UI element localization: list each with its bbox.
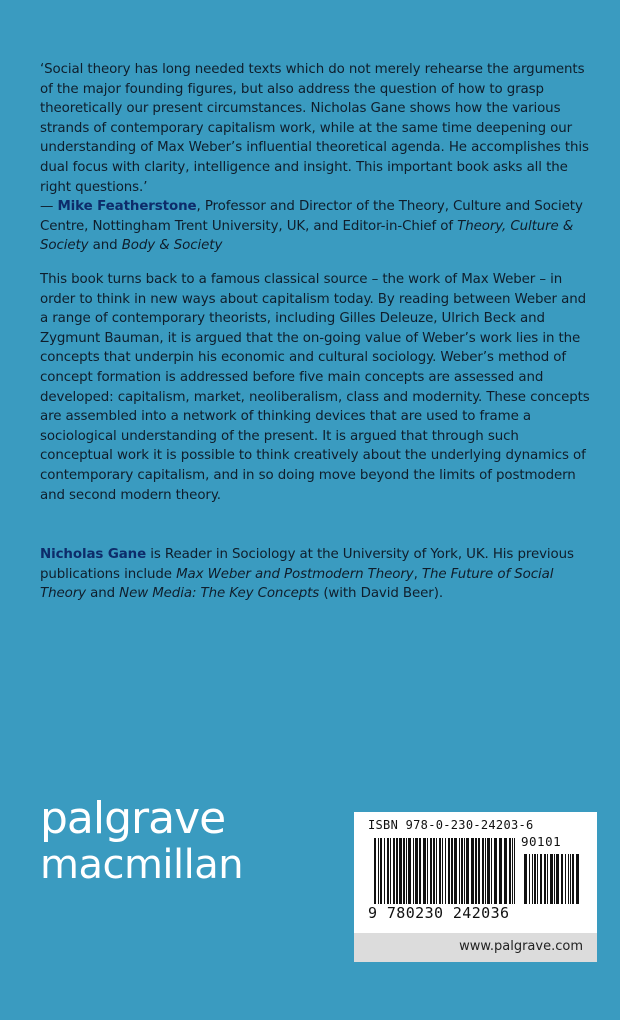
barcode-bar bbox=[451, 838, 453, 904]
barcode-bar bbox=[396, 838, 398, 904]
book-title-2: The Future of Social Theory bbox=[40, 566, 554, 602]
barcode-bar bbox=[384, 838, 385, 904]
addon-digits: 90101 bbox=[521, 834, 562, 849]
barcode-bar bbox=[406, 838, 407, 904]
barcode-bar bbox=[532, 854, 533, 904]
barcode-bar bbox=[529, 854, 530, 904]
barcode-bar bbox=[427, 838, 428, 904]
endorser-name: Mike Featherstone bbox=[57, 199, 197, 215]
barcode-bar bbox=[568, 854, 569, 904]
barcode-bar bbox=[439, 838, 441, 904]
publisher-url[interactable]: www.palgrave.com bbox=[459, 939, 583, 954]
barcode-bar bbox=[464, 838, 465, 904]
publisher-logo bbox=[40, 795, 243, 887]
barcode-bar bbox=[403, 838, 405, 904]
barcode-bar bbox=[576, 854, 579, 904]
barcode-bar bbox=[556, 854, 559, 904]
barcode-bar bbox=[509, 838, 511, 904]
bio-text-1: is Reader in Sociology at the University of York, UK. His previous publications include bbox=[40, 547, 574, 582]
barcode-bar bbox=[540, 854, 542, 904]
barcode-bar bbox=[433, 838, 435, 904]
barcode-bar bbox=[419, 838, 421, 904]
ean-digits: 9 780230 242036 bbox=[368, 904, 510, 922]
bio-sep: , bbox=[413, 566, 422, 582]
barcode-bar bbox=[442, 838, 443, 904]
url-bar bbox=[354, 933, 597, 962]
barcode-bar bbox=[499, 838, 502, 904]
journal-title-1: Theory, Culture & Society bbox=[40, 218, 574, 254]
barcode-bar bbox=[448, 838, 450, 904]
bio-text-3: (with David Beer). bbox=[319, 586, 443, 602]
endorser-and: and bbox=[88, 238, 122, 254]
barcode-bar bbox=[534, 854, 536, 904]
barcode-bar bbox=[387, 838, 389, 904]
barcode-bar bbox=[466, 838, 469, 904]
barcode-bar bbox=[415, 838, 418, 904]
barcode-bar bbox=[554, 854, 555, 904]
barcode-panel bbox=[354, 812, 597, 962]
barcode-bar bbox=[524, 854, 527, 904]
barcode-bar bbox=[550, 854, 553, 904]
author-name: Nicholas Gane bbox=[40, 547, 147, 562]
barcode-bar bbox=[487, 838, 490, 904]
book-description: This book turns back to a famous classical source – the work of Max Weber – in order to think in new ways about capitalism today. By reading between Weber and a range of contemporary theorists, including Gilles Deleuze, Ulrich Beck and Zygmunt Bauman, it is argued that the on-going value of Weber’s work lies in the concepts that underpin his economic and cultural sociology. Weber’s method of concept formation is addressed before five main concepts are assessed and developed: capitalism, market, neoliberalism, class and modernity. These concepts are assembled into a network of thinking devices that are used to frame a sociological understanding of the present. It is argued that through such conceptual work it is possible to think creatively about the underlying dynamics of contemporary capitalism, and in so doing move beyond the limits of postmodern and second modern theory. bbox=[40, 272, 590, 503]
barcode-bar bbox=[485, 838, 486, 904]
journal-title-2: Body & Society bbox=[121, 238, 223, 254]
barcode-bar bbox=[547, 854, 548, 904]
barcode-bar bbox=[475, 838, 477, 904]
barcode-bar bbox=[514, 838, 515, 904]
barcode-bar bbox=[572, 854, 574, 904]
barcode-bar bbox=[390, 838, 391, 904]
barcode-bar bbox=[570, 854, 571, 904]
quote-text: ‘Social theory has long needed texts which do not merely rehearse the arguments of the major founding figures, but also address the question of how to grasp theoretically our present circumstances. Nicholas Gane shows how the various strands of contemporary capitalism work, while at the same time deepening our understanding of Max Weber’s influential theoretical agenda. He accomplishes this dual focus with clarity, intelligence and insight. This important book asks all the right questions.’ bbox=[40, 62, 589, 195]
endorser-affiliation: , Professor and Director of the Theory, Culture and Society Centre, Nottingham Trent University, UK, and Editor-in-Chief of bbox=[40, 199, 583, 234]
barcode-bar bbox=[565, 854, 566, 904]
barcode-bar bbox=[393, 838, 395, 904]
barcode-bar bbox=[561, 854, 563, 904]
book-title-1: Max Weber and Postmodern Theory bbox=[176, 566, 414, 582]
logo-macmillan: macmillan bbox=[40, 842, 244, 888]
barcode-bar bbox=[430, 838, 432, 904]
barcode-bar bbox=[461, 838, 463, 904]
barcode-bar bbox=[399, 838, 402, 904]
barcode-bar bbox=[494, 838, 497, 904]
barcode-bar bbox=[374, 838, 376, 904]
endorsement-quote bbox=[40, 60, 592, 256]
barcode-bar bbox=[544, 854, 546, 904]
barcode-bar bbox=[436, 838, 437, 904]
barcode-bar bbox=[380, 838, 382, 904]
logo-palgrave: palgrave bbox=[40, 793, 226, 844]
barcode-bar bbox=[445, 838, 446, 904]
barcode-bar bbox=[537, 854, 538, 904]
barcode-bar bbox=[378, 838, 379, 904]
isbn-label: ISBN 978-0-230-24203-6 bbox=[368, 818, 534, 832]
barcode-bar bbox=[478, 838, 480, 904]
bio-text-2: and bbox=[85, 586, 120, 602]
barcode-bar bbox=[459, 838, 460, 904]
barcode-bars bbox=[366, 836, 588, 908]
barcode-bar bbox=[413, 838, 414, 904]
barcode-bar bbox=[454, 838, 457, 904]
barcode-bar bbox=[408, 838, 411, 904]
barcode-bar bbox=[423, 838, 426, 904]
book-title-3: New Media: The Key Concepts bbox=[119, 586, 320, 602]
barcode-bar bbox=[504, 838, 507, 904]
barcode-bar bbox=[482, 838, 484, 904]
quote-dash: — bbox=[40, 199, 58, 215]
author-bio bbox=[40, 545, 592, 604]
barcode-bar bbox=[512, 838, 513, 904]
barcode-bar bbox=[491, 838, 492, 904]
barcode-bar bbox=[471, 838, 474, 904]
